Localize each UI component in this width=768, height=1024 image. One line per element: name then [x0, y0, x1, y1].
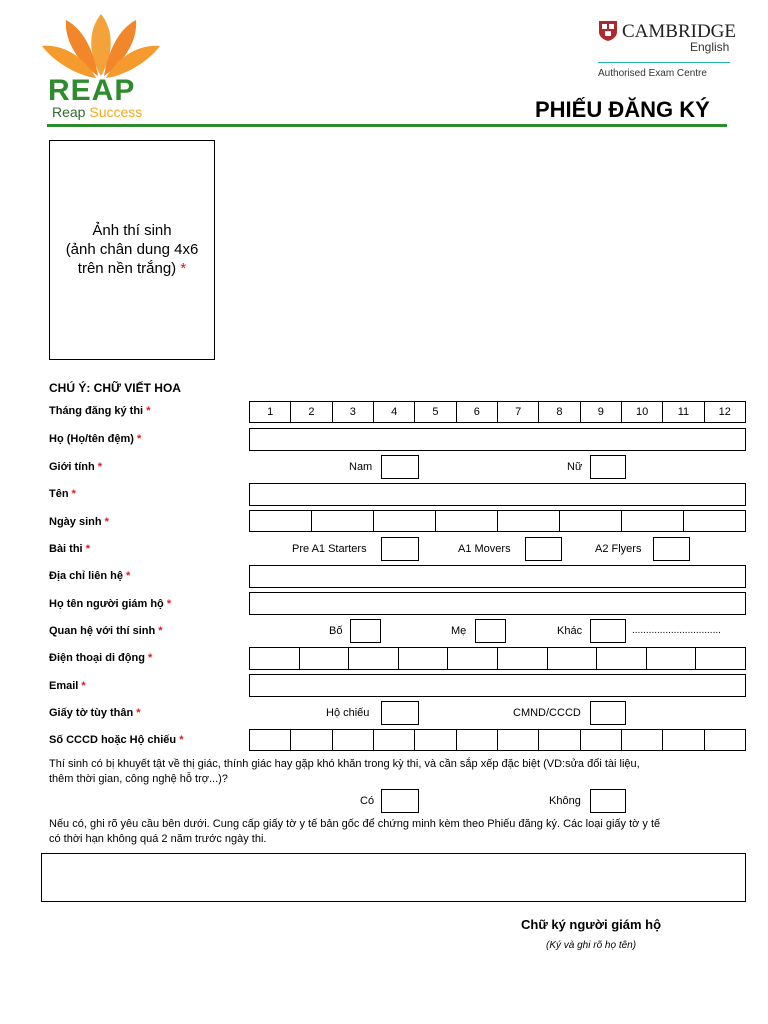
header-rule — [47, 124, 727, 127]
signature-hint: (Ký và ghi rõ họ tên) — [546, 940, 637, 951]
photo-line3: trên nền trắng) — [77, 260, 177, 277]
exam-starters-label: Pre A1 Starters — [292, 543, 367, 555]
dob-cell[interactable] — [435, 511, 497, 531]
relation-other-checkbox[interactable] — [590, 619, 626, 643]
gender-male-label: Nam — [349, 461, 373, 473]
address-field[interactable] — [249, 565, 746, 588]
photo-line1: Ảnh thí sinh — [92, 222, 172, 239]
phone-cell[interactable] — [398, 648, 448, 669]
signature-title: Chữ ký người giám hộ — [521, 917, 662, 932]
relation-father-checkbox[interactable] — [350, 619, 381, 643]
month-label: Tháng đăng ký thi * — [49, 405, 151, 417]
given-name-label: Tên * — [49, 488, 76, 500]
month-option[interactable]: 1 — [267, 406, 274, 418]
id-number-cell[interactable] — [290, 730, 331, 750]
email-field[interactable] — [249, 674, 746, 697]
month-option[interactable]: 11 — [662, 402, 703, 422]
exam-flyers-checkbox[interactable] — [653, 537, 690, 561]
id-number-cell[interactable] — [621, 730, 662, 750]
month-option[interactable]: 12 — [704, 402, 745, 422]
special-requirements-field[interactable] — [41, 853, 746, 902]
given-name-field[interactable] — [249, 483, 746, 506]
phone-cell[interactable] — [646, 648, 696, 669]
disability-no-checkbox[interactable] — [590, 789, 626, 813]
id-number-cell[interactable] — [704, 730, 745, 750]
id-number-cell[interactable] — [662, 730, 703, 750]
id-number-cell[interactable] — [497, 730, 538, 750]
relation-other-label: Khác — [557, 625, 583, 637]
exam-centre: Authorised Exam Centre — [598, 68, 707, 79]
guardian-field[interactable] — [249, 592, 746, 615]
phone-cell[interactable] — [695, 648, 745, 669]
exam-centre-divider — [598, 62, 730, 63]
phone-cell[interactable] — [596, 648, 646, 669]
disability-yes-label: Có — [360, 795, 375, 807]
cambridge-sub: English — [690, 40, 730, 54]
month-option[interactable]: 9 — [580, 402, 621, 422]
gender-female-checkbox[interactable] — [590, 455, 626, 479]
dob-cell[interactable] — [559, 511, 621, 531]
surname-label: Họ (Họ/tên đệm) * — [49, 433, 142, 445]
disability-question: Thí sinh có bị khuyết tật về thị giác, thính giác hay gặp khó khăn trong kỳ thi, và cần sắp xếp đặc biệt (VD:sửa đổi tài liệu, thêm thời gian, công nghệ hỗ trợ...)? — [49, 758, 640, 785]
phone-cell[interactable] — [497, 648, 547, 669]
id-card-label: CMND/CCCD — [513, 707, 581, 719]
relation-mother-checkbox[interactable] — [475, 619, 506, 643]
month-option[interactable]: 4 — [373, 402, 414, 422]
id-number-cell[interactable] — [414, 730, 455, 750]
photo-line2: (ảnh chân dung 4x6 — [65, 241, 199, 258]
surname-field[interactable] — [249, 428, 746, 451]
relation-father-label: Bố — [329, 625, 343, 637]
phone-label: Điện thoại di động * — [49, 652, 153, 664]
cambridge-shield-icon — [598, 20, 618, 42]
logo-text: REAP — [48, 74, 136, 107]
exam-starters-checkbox[interactable] — [381, 537, 419, 561]
id-number-cell[interactable] — [456, 730, 497, 750]
relation-other-dots: ................................ — [632, 625, 721, 636]
id-doc-label: Giấy tờ tùy thân * — [49, 707, 141, 719]
month-selector[interactable] — [249, 401, 746, 423]
dob-field[interactable] — [249, 510, 746, 532]
reap-logo — [38, 10, 168, 122]
month-option[interactable]: 8 — [538, 402, 579, 422]
relation-mother-label: Mẹ — [451, 625, 467, 637]
id-number-cell[interactable] — [580, 730, 621, 750]
exam-flyers-label: A2 Flyers — [595, 543, 642, 555]
phone-cell[interactable] — [447, 648, 497, 669]
disability-no-label: Không — [549, 795, 581, 807]
gender-label: Giới tính * — [49, 461, 103, 473]
dob-cell[interactable] — [311, 511, 373, 531]
id-passport-label: Hộ chiếu — [326, 707, 370, 719]
dob-cell[interactable] — [250, 511, 311, 531]
relation-label: Quan hệ với thí sinh * — [49, 625, 163, 637]
gender-male-checkbox[interactable] — [381, 455, 419, 479]
dob-cell[interactable] — [373, 511, 435, 531]
id-passport-checkbox[interactable] — [381, 701, 419, 725]
exam-movers-checkbox[interactable] — [525, 537, 562, 561]
phone-cell[interactable] — [348, 648, 398, 669]
month-option[interactable]: 2 — [290, 402, 331, 422]
exam-movers-label: A1 Movers — [458, 543, 511, 555]
phone-cell[interactable] — [250, 648, 299, 669]
month-option[interactable]: 7 — [497, 402, 538, 422]
disability-yes-checkbox[interactable] — [381, 789, 419, 813]
cambridge-name: CAMBRIDGE — [622, 21, 737, 42]
exam-label: Bài thi * — [49, 543, 90, 555]
month-option[interactable]: 3 — [332, 402, 373, 422]
month-option[interactable]: 10 — [621, 402, 662, 422]
id-number-cell[interactable] — [332, 730, 373, 750]
id-number-cell[interactable] — [538, 730, 579, 750]
id-card-checkbox[interactable] — [590, 701, 626, 725]
month-option[interactable]: 6 — [456, 402, 497, 422]
lotus-icon — [40, 10, 162, 82]
id-number-cell[interactable] — [250, 730, 290, 750]
dob-cell[interactable] — [497, 511, 559, 531]
address-label: Địa chỉ liên hệ * — [49, 570, 131, 582]
guardian-label: Họ tên người giám hộ * — [49, 598, 172, 610]
gender-female-label: Nữ — [567, 461, 583, 473]
email-label: Email * — [49, 680, 86, 692]
id-number-field[interactable] — [249, 729, 746, 751]
id-number-cell[interactable] — [373, 730, 414, 750]
phone-field[interactable] — [249, 647, 746, 670]
dob-cell[interactable] — [621, 511, 683, 531]
phone-cell[interactable] — [299, 648, 349, 669]
photo-box[interactable]: Ảnh thí sinh (ảnh chân dung 4x6 trên nền trắng) * — [49, 140, 215, 360]
phone-cell[interactable] — [547, 648, 597, 669]
dob-cell[interactable] — [683, 511, 745, 531]
dob-label: Ngày sinh * — [49, 516, 109, 528]
form-title: PHIẾU ĐĂNG KÝ — [535, 97, 710, 122]
id-number-label: Số CCCD hoặc Hộ chiếu * — [49, 734, 184, 746]
notice: CHÚ Ý: CHỮ VIẾT HOA — [49, 381, 181, 395]
disability-note: Nếu có, ghi rõ yêu cầu bên dưới. Cung cấp giấy tờ y tế bản gốc để chứng minh kèm theo Phiếu đăng ký. Các loại giấy tờ y tế có thời hạn không quá 2 năm trước ngày thi. — [49, 818, 661, 845]
month-option[interactable]: 5 — [414, 402, 455, 422]
logo-tagline: Reap Success — [52, 104, 143, 120]
